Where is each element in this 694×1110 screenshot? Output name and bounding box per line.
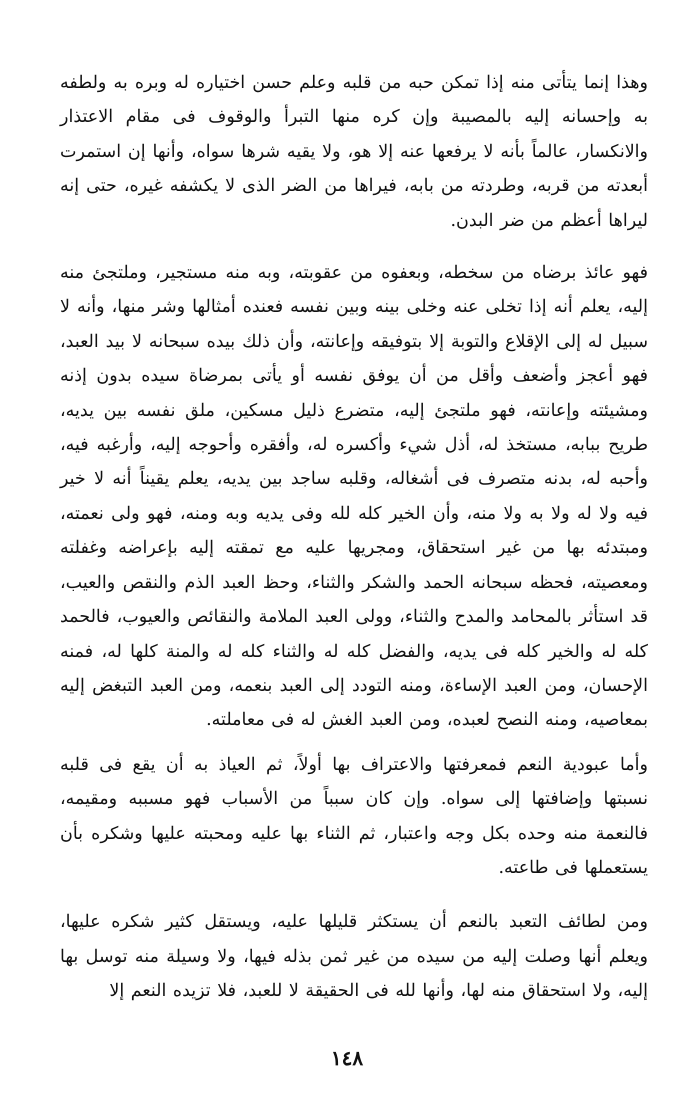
paragraph-3: وأما عبودية النعم فمعرفتها والاعتراف بها أولاً، ثم العياذ به أن يقع فى قلبه نسبتها وإضافتها إلى سواه. وإن كان سبباً من الأسباب فهو مسببه ومقيمه، فالنعمة منه وحده بكل وجه واعتبار، ثم الثناء بها عليه ومحبته عليها وشكره بأن يستعملها فى طاعته. [60, 754, 648, 878]
paragraph-1: وهذا إنما يتأتى منه إذا تمكن حبه من قلبه وعلم حسن اختياره له وبره به ولطفه به وإحسانه إليه بالمصيبة وإن كره منها التبرأ والوقوف فى مقام الاعتذار والانكسار، عالماً بأنه لا يرفعها عنه إلا هو، ولا يقيه شرها سواه، وأنها إن استمرت أبعدته من قربه، وطردته من بابه، فيراها من الضر الذى لا يكشفه غيره، حتى إنه ليراها أعظم من ضر البدن. [60, 73, 648, 231]
page-body [60, 66, 648, 1009]
paragraph-4: ومن لطائف التعبد بالنعم أن يستكثر قليلها عليه، ويستقل كثير شكره عليها، ويعلم أنها وصلت إليه من سيده من غير ثمن بذله فيها، ولا وسيلة منه توسل بها إليه، ولا استحقاق منه لها، وأنها لله فى الحقيقة لا للعبد، فلا تزيده النعم إلا [60, 912, 648, 1002]
page-number: ١٤٨ [330, 1046, 364, 1070]
paragraph-2: فهو عائذ برضاه من سخطه، وبعفوه من عقوبته، وبه منه مستجير، وملتجئ منه إليه، يعلم أنه إذا تخلى عنه وخلى بينه وبين نفسه فعنده أمثالها وشر منها، وأنه لا سبيل له إلى الإقلاع والتوبة إلا بتوفيقه وإعانته، وأن ذلك بيده سبحانه لا بيد العبد، فهو أعجز وأضعف وأقل من أن يوفق نفسه أو يأتى بمرضاة سيده بدون إذنه ومشيئته وإعانته، فهو ملتجئ إليه، متضرع ذليل مسكين، ملق نفسه بين يديه، طريح ببابه، مستخذ له، أذل شيء وأكسره له، وأفقره وأحوجه إليه، وأرغبه فيه، وأحبه له، بدنه متصرف فى أشغاله، وقلبه ساجد بين يديه، يعلم يقيناً أنه لا خير فيه ولا له ولا به ولا منه، وأن الخير كله لله وفى يديه وبه ومنه، فهو ولى نعمته، ومبتدئه بها من غير استحقاق، ومجريها عليه مع تمقته إليه بإعراضه وغفلته ومعصيته، فحظه سبحانه الحمد والشكر والثناء، وحظ العبد الذم والنقص والعيب، قد استأثر بالمحامد والمدح والثناء، وولى العبد الملامة والنقائص والعيوب، فالحمد كله له والخير كله فى يديه، والفضل كله له والثناء كله له والمنة كلها له، فمنه الإحسان، ومن العبد الإساءة، ومنه التودد إلى العبد بنعمه، ومن العبد التبغض إليه بمعاصيه، ومنه النصح لعبده، ومن العبد الغش له فى معاملته. [60, 263, 648, 731]
